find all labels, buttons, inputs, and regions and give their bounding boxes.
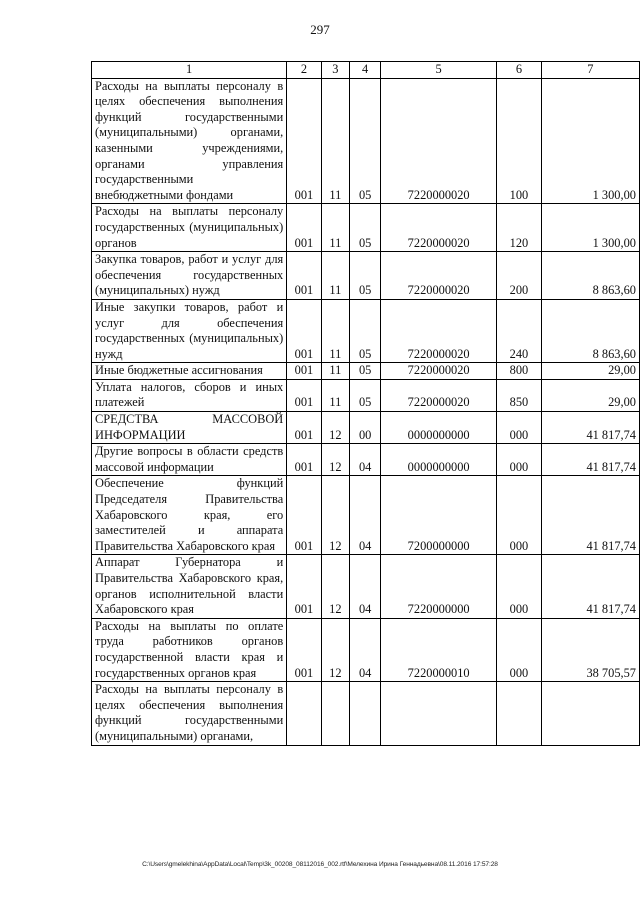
cell-c5: 0000000000 — [381, 412, 497, 444]
table-row — [92, 682, 640, 745]
cell-amount: 8 863,60 — [541, 299, 639, 362]
cell-c3: 11 — [321, 299, 349, 362]
cell-c3: 11 — [321, 78, 349, 204]
cell-c6: 200 — [497, 252, 542, 300]
row-name: Аппарат Губернатора и Правительства Хабаровского края, органов исполнительной власти Хабаровского края — [92, 555, 287, 618]
row-name: Расходы на выплаты персоналу в целях обеспечения выполнения функций государственными (муниципальными) органами, казенными учреждениями, органами управления государственными внебюджетными фондами — [92, 78, 287, 204]
cell-amount: 41 817,74 — [541, 476, 639, 555]
cell-amount: 41 817,74 — [541, 444, 639, 476]
cell-c5: 7220000020 — [381, 252, 497, 300]
table-row — [92, 299, 640, 362]
cell-amount: 8 863,60 — [541, 252, 639, 300]
table-row — [92, 252, 640, 300]
file-path-footer: C:\Users\gmelekhina\AppData\Local\Temp\3k_00208_08112016_002.rtf\Мелехина Ирина Геннадьевна\08.11.2016 17:57:28 — [142, 861, 498, 868]
cell-c5: 7220000020 — [381, 78, 497, 204]
cell-amount: 29,00 — [541, 379, 639, 411]
row-name: Уплата налогов, сборов и иных платежей — [92, 379, 287, 411]
cell-c4: 04 — [350, 444, 381, 476]
cell-c4: 05 — [350, 252, 381, 300]
cell-amount: 41 817,74 — [541, 555, 639, 618]
row-name: Обеспечение функций Председателя Правительства Хабаровского края, его заместителей и аппарата Правительства Хабаровского края — [92, 476, 287, 555]
cell-c2: 001 — [287, 299, 321, 362]
cell-c2: 001 — [287, 412, 321, 444]
table-row — [92, 78, 640, 204]
cell-c5: 7220000000 — [381, 555, 497, 618]
budget-table — [91, 61, 640, 746]
cell-c3: 12 — [321, 412, 349, 444]
cell-c6: 100 — [497, 78, 542, 204]
table-row — [92, 618, 640, 681]
cell-c2: 001 — [287, 555, 321, 618]
column-header: 5 — [381, 62, 497, 79]
cell-amount: 1 300,00 — [541, 204, 639, 252]
table-header-row — [92, 62, 640, 79]
cell-c4: 05 — [350, 379, 381, 411]
cell-c6 — [497, 682, 542, 745]
row-name: СРЕДСТВА МАССОВОЙ ИНФОРМАЦИИ — [92, 412, 287, 444]
cell-c4: 05 — [350, 78, 381, 204]
cell-amount — [541, 682, 639, 745]
cell-c3: 11 — [321, 363, 349, 380]
cell-c3: 11 — [321, 204, 349, 252]
cell-c5: 7220000020 — [381, 299, 497, 362]
cell-c4: 05 — [350, 299, 381, 362]
cell-c2: 001 — [287, 363, 321, 380]
cell-c5: 7220000010 — [381, 618, 497, 681]
row-name: Закупка товаров, работ и услуг для обеспечения государственных (муниципальных) нужд — [92, 252, 287, 300]
cell-amount: 29,00 — [541, 363, 639, 380]
cell-c2: 001 — [287, 618, 321, 681]
cell-amount: 1 300,00 — [541, 78, 639, 204]
column-header: 6 — [497, 62, 542, 79]
cell-c2: 001 — [287, 252, 321, 300]
table-row — [92, 363, 640, 380]
column-header: 1 — [92, 62, 287, 79]
cell-c5: 7200000000 — [381, 476, 497, 555]
row-name: Иные бюджетные ассигнования — [92, 363, 287, 380]
cell-amount: 41 817,74 — [541, 412, 639, 444]
row-name: Расходы на выплаты персоналу государственных (муниципальных) органов — [92, 204, 287, 252]
column-header: 3 — [321, 62, 349, 79]
cell-c2: 001 — [287, 444, 321, 476]
cell-c2: 001 — [287, 78, 321, 204]
table-row — [92, 444, 640, 476]
row-name: Иные закупки товаров, работ и услуг для обеспечения государственных (муниципальных) нужд — [92, 299, 287, 362]
cell-c5: 0000000000 — [381, 444, 497, 476]
cell-c5: 7220000020 — [381, 204, 497, 252]
cell-c4: 04 — [350, 618, 381, 681]
cell-c4: 00 — [350, 412, 381, 444]
cell-c4 — [350, 682, 381, 745]
cell-c3: 12 — [321, 476, 349, 555]
cell-c3: 12 — [321, 618, 349, 681]
cell-c2: 001 — [287, 204, 321, 252]
cell-c3: 12 — [321, 555, 349, 618]
cell-c4: 05 — [350, 363, 381, 380]
cell-c6: 800 — [497, 363, 542, 380]
row-name: Расходы на выплаты по оплате труда работников органов государственной власти края и государственных органов края — [92, 618, 287, 681]
cell-amount: 38 705,57 — [541, 618, 639, 681]
cell-c4: 04 — [350, 555, 381, 618]
cell-c6: 000 — [497, 555, 542, 618]
table-row — [92, 379, 640, 411]
cell-c6: 850 — [497, 379, 542, 411]
cell-c3: 12 — [321, 444, 349, 476]
cell-c6: 000 — [497, 618, 542, 681]
page-number: 297 — [310, 22, 330, 37]
cell-c4: 04 — [350, 476, 381, 555]
cell-c3: 11 — [321, 252, 349, 300]
column-header: 7 — [541, 62, 639, 79]
table-row — [92, 555, 640, 618]
table-row — [92, 476, 640, 555]
cell-c4: 05 — [350, 204, 381, 252]
cell-c6: 000 — [497, 412, 542, 444]
cell-c2 — [287, 682, 321, 745]
cell-c3 — [321, 682, 349, 745]
table-row — [92, 412, 640, 444]
cell-c5 — [381, 682, 497, 745]
cell-c6: 000 — [497, 476, 542, 555]
cell-c6: 120 — [497, 204, 542, 252]
row-name: Другие вопросы в области средств массовой информации — [92, 444, 287, 476]
cell-c6: 240 — [497, 299, 542, 362]
column-header: 2 — [287, 62, 321, 79]
cell-c6: 000 — [497, 444, 542, 476]
row-name: Расходы на выплаты персоналу в целях обеспечения выполнения функций государственными (муниципальными) органами, — [92, 682, 287, 745]
cell-c2: 001 — [287, 379, 321, 411]
cell-c3: 11 — [321, 379, 349, 411]
cell-c5: 7220000020 — [381, 379, 497, 411]
cell-c5: 7220000020 — [381, 363, 497, 380]
column-header: 4 — [350, 62, 381, 79]
table-row — [92, 204, 640, 252]
cell-c2: 001 — [287, 476, 321, 555]
